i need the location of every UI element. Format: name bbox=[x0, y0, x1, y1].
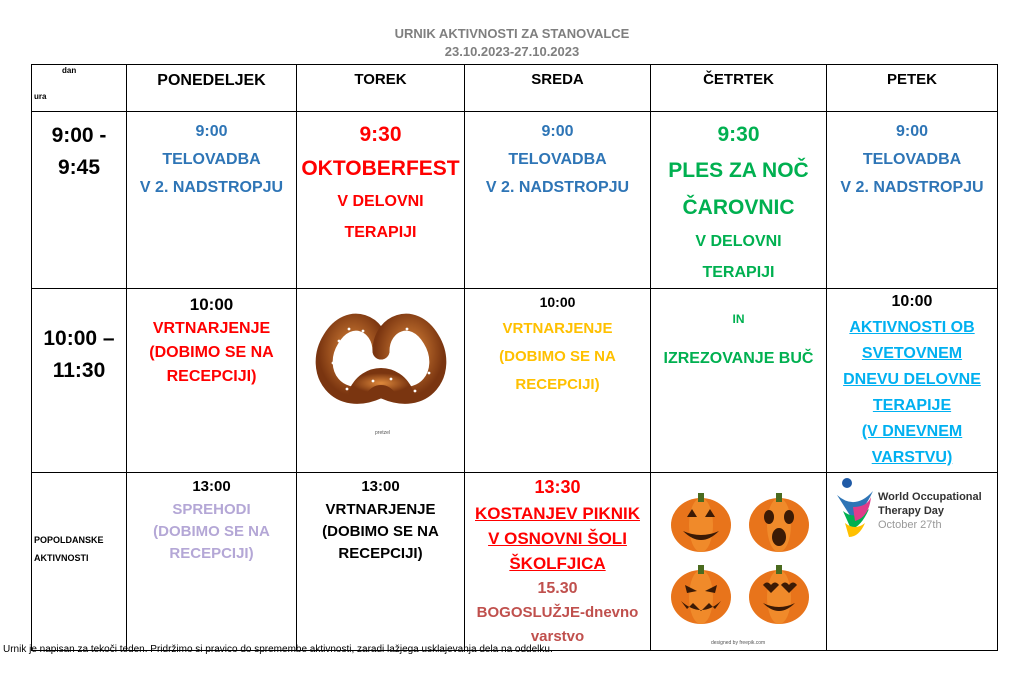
pumpkins-image bbox=[651, 479, 827, 639]
wotd-title-line1: World Occupational bbox=[878, 491, 982, 503]
wotd-title-line2: Therapy Day bbox=[878, 505, 945, 517]
cell-fri-1: 9:00 TELOVADBA V 2. NADSTROPJU bbox=[827, 112, 998, 289]
day-header-row bbox=[32, 65, 998, 112]
time-cell-1: 9:00 - 9:45 bbox=[32, 112, 127, 289]
time-cell-3: POPOLDANSKE AKTIVNOSTI bbox=[32, 473, 127, 651]
pumpkin-icon bbox=[671, 493, 731, 552]
schedule-dates: 23.10.2023-27.10.2023 bbox=[444, 44, 580, 59]
cell-tue-1: 9:30 OKTOBERFEST V DELOVNI TERAPIJI bbox=[297, 112, 465, 289]
pretzel-image bbox=[297, 301, 465, 431]
day-tuesday: TOREK bbox=[297, 65, 465, 112]
cell-tue-3: 13:00 VRTNARJENJE (DOBIMO SE NA RECEPCIJI) bbox=[297, 473, 465, 651]
cell-wed-3: 13:30 KOSTANJEV PIKNIK V OSNOVNI ŠOLI ŠKOLFJICA 15.30 BOGOSLUŽJE-dnevno varstvo bbox=[465, 473, 651, 651]
row-afternoon bbox=[32, 473, 998, 651]
corner-day-label: dan bbox=[62, 66, 77, 75]
wotd-date: October 27th bbox=[878, 519, 942, 531]
cell-thu-2: IN IZREZOVANJE BUČ bbox=[651, 289, 827, 473]
corner-cell bbox=[32, 65, 127, 112]
day-wednesday: SREDA bbox=[465, 65, 651, 112]
time-cell-2: 10:00 – 11:30 bbox=[32, 289, 127, 473]
cell-fri-2: 10:00 AKTIVNOSTI OB SVETOVNEM DNEVU DELOVNE TERAPIJE (V DNEVNEM VARSTVU) bbox=[827, 289, 998, 473]
day-friday: PETEK bbox=[827, 65, 998, 112]
cell-tue-2 bbox=[297, 289, 465, 473]
pumpkin-icon bbox=[671, 565, 731, 624]
corner-time-label: ura bbox=[34, 92, 47, 101]
day-monday: PONEDELJEK bbox=[127, 65, 297, 112]
cell-fri-3 bbox=[827, 473, 998, 651]
row-morning bbox=[32, 112, 998, 289]
cell-wed-1: 9:00 TELOVADBA V 2. NADSTROPJU bbox=[465, 112, 651, 289]
pumpkin-icon bbox=[749, 493, 809, 552]
cell-thu-1: 9:30 PLES ZA NOČ ČAROVNIC V DELOVNI TERAPIJI bbox=[651, 112, 827, 289]
cell-mon-3: 13:00 SPREHODI (DOBIMO SE NA RECEPCIJI) bbox=[127, 473, 297, 651]
schedule-title: URNIK AKTIVNOSTI ZA STANOVALCE bbox=[394, 26, 630, 41]
day-thursday: ČETRTEK bbox=[651, 65, 827, 112]
cell-wed-2: 10:00 VRTNARJENJE (DOBIMO SE NA RECEPCIJI) bbox=[465, 289, 651, 473]
cell-thu-3 bbox=[651, 473, 827, 651]
cell-mon-2: 10:00 VRTNARJENJE (DOBIMO SE NA RECEPCIJI) bbox=[127, 289, 297, 473]
pumpkin-icon bbox=[749, 565, 809, 624]
pumpkins-credit: designed by freepik.com bbox=[711, 640, 766, 646]
wotd-logo-icon bbox=[833, 477, 877, 539]
footer-note: Urnik je napisan za tekoči teden. Pridržimo si pravico do spremembe aktivnosti, zaradi lažjega usklajevanja dela na oddelku. bbox=[3, 644, 553, 655]
schedule-table bbox=[31, 64, 998, 651]
row-late-morning bbox=[32, 289, 998, 473]
cell-mon-1: 9:00 TELOVADBA V 2. NADSTROPJU bbox=[127, 112, 297, 289]
pretzel-caption: pretzel bbox=[375, 430, 391, 436]
